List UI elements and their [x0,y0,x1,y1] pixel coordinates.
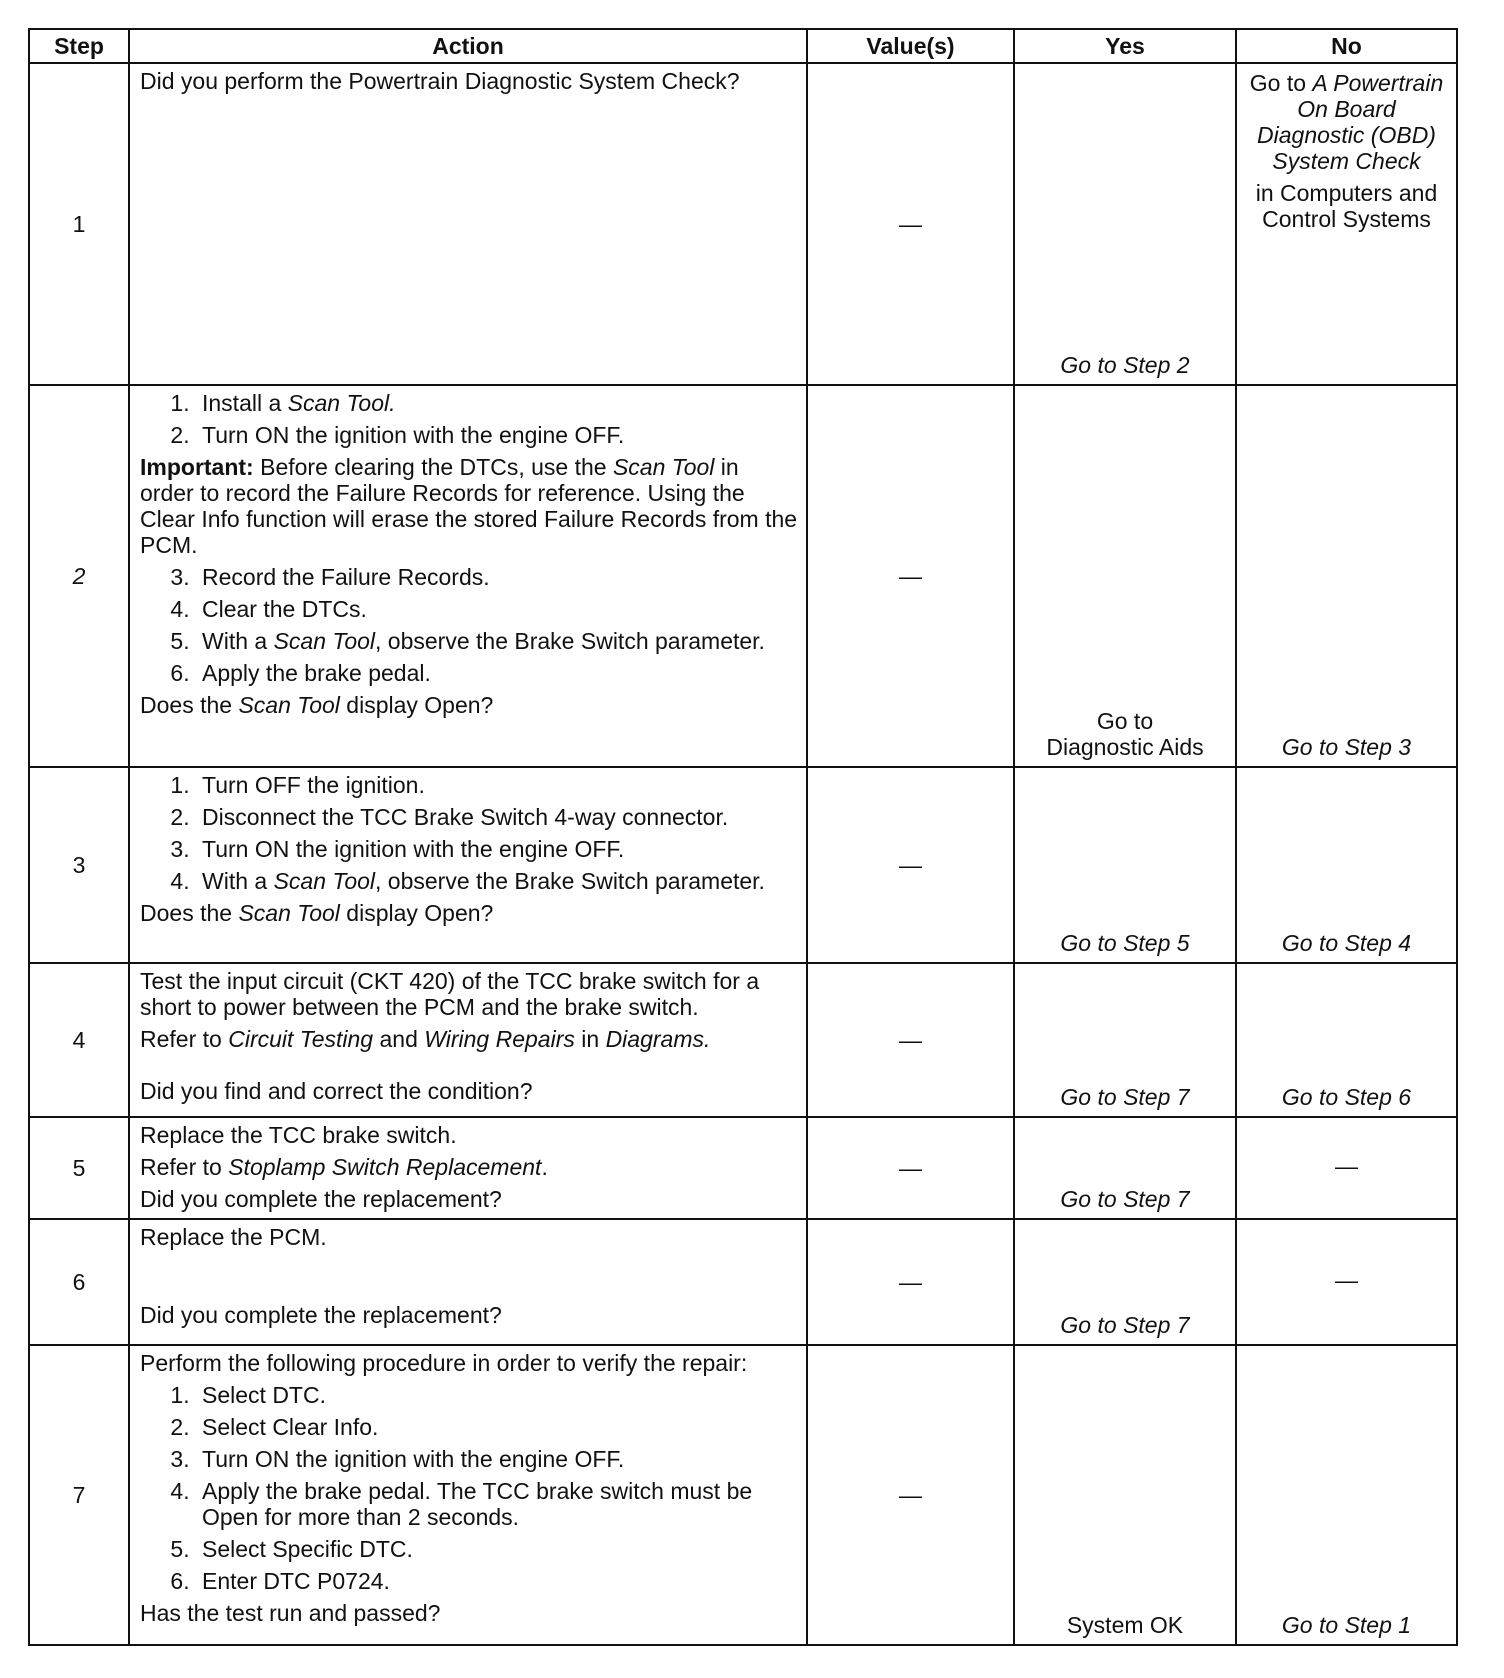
no-link[interactable]: Go to Step 3 [1281,734,1412,760]
yes-link[interactable]: Go to Step 5 [1060,930,1190,956]
list-item: 2. Turn ON the ignition with the engine OFF. [196,422,798,448]
no-cell: — [1236,1117,1457,1219]
yes-link[interactable]: Diagnostic Aids [1046,734,1204,760]
yes-cell [1014,63,1236,385]
list-item: 2. Disconnect the TCC Brake Switch 4-way connector. [196,804,798,830]
yes-link[interactable]: Go to Step 7 [1060,1186,1190,1212]
action-reference: Refer to Circuit Testing and Wiring Repairs in Diagrams. [140,1026,711,1052]
action-question: Has the test run and passed? [140,1600,441,1626]
list-item: 4. With a Scan Tool, observe the Brake Switch parameter. [196,868,798,894]
no-goto-text: Go to [1249,70,1307,96]
yes-goto-text: Go to [1096,708,1154,734]
yes-link[interactable]: Go to Step 7 [1060,1084,1190,1110]
action-reference: Refer to Stoplamp Switch Replacement. [140,1154,548,1180]
no-link[interactable]: Go to Step 1 [1281,1612,1412,1638]
action-question: Did you complete the replacement? [140,1302,502,1328]
yes-cell [1014,1219,1236,1345]
action-question: Did you perform the Powertrain Diagnostic System Check? [140,68,740,94]
action-cell [129,767,807,963]
no-cell [1236,767,1457,963]
value-cell: — [807,63,1014,385]
step-number: 4 [29,963,129,1117]
table-row [29,1117,1457,1219]
no-cell [1236,63,1457,385]
no-location-text: in Computers and Control Systems [1255,180,1438,232]
yes-cell [1014,385,1236,767]
header-yes: Yes [1014,29,1236,63]
no-cell [1236,963,1457,1117]
list-item: 6. Apply the brake pedal. [196,660,798,686]
action-question: Did you complete the replacement? [140,1186,502,1212]
yes-cell [1014,1345,1236,1645]
action-cell [129,1117,807,1219]
header-step: Step [29,29,129,63]
action-cell [129,1345,807,1645]
step-number: 5 [29,1117,129,1219]
list-item: 3. Record the Failure Records. [196,564,798,590]
yes-cell [1014,963,1236,1117]
action-cell [129,1219,807,1345]
list-item: 2. Select Clear Info. [196,1414,798,1440]
important-note: Important: Before clearing the DTCs, use the Scan Tool in order to record the Failure Records for reference. Using the Clear Info function will erase the stored Failure Records from the PCM. [140,454,798,558]
yes-result: System OK [1066,1612,1184,1638]
no-link[interactable]: Go to Step 6 [1281,1084,1412,1110]
yes-cell [1014,1117,1236,1219]
action-text: Test the input circuit (CKT 420) of the TCC brake switch for a short to power between the PCM and the brake switch. [140,968,760,1020]
action-text: Replace the PCM. [140,1224,327,1250]
diagnostic-table [28,28,1458,1646]
list-item: 5. Select Specific DTC. [196,1536,798,1562]
no-link[interactable]: A Powertrain On Board Diagnostic (OBD) System Check [1257,70,1444,174]
step-number: 3 [29,767,129,963]
yes-cell [1014,767,1236,963]
yes-link[interactable]: Go to Step 2 [1060,352,1190,378]
action-list [140,1382,798,1594]
step-number: 6 [29,1219,129,1345]
action-list [140,564,798,686]
list-item: 1. Install a Scan Tool. [196,390,798,416]
header-row [29,29,1457,63]
list-item: 4. Apply the brake pedal. The TCC brake switch must be Open for more than 2 seconds. [196,1478,798,1530]
step-number: 2 [29,385,129,767]
value-cell: — [807,385,1014,767]
action-list [140,772,798,894]
list-item: 1. Select DTC. [196,1382,798,1408]
action-question: Does the Scan Tool display Open? [140,692,494,718]
step-number: 1 [29,63,129,385]
table-row [29,63,1457,385]
action-cell [129,963,807,1117]
value-cell: — [807,1117,1014,1219]
list-item: 5. With a Scan Tool, observe the Brake Switch parameter. [196,628,798,654]
header-no: No [1236,29,1457,63]
no-cell: — [1236,1219,1457,1345]
value-cell: — [807,767,1014,963]
table-row [29,963,1457,1117]
value-cell: — [807,1219,1014,1345]
table-row [29,1345,1457,1645]
table-row [29,385,1457,767]
list-item: 1. Turn OFF the ignition. [196,772,798,798]
no-cell [1236,1345,1457,1645]
action-question: Does the Scan Tool display Open? [140,900,494,926]
list-item: 3. Turn ON the ignition with the engine OFF. [196,836,798,862]
no-cell [1236,385,1457,767]
header-values: Value(s) [807,29,1014,63]
action-list [140,390,798,448]
step-number: 7 [29,1345,129,1645]
action-text: Replace the TCC brake switch. [140,1122,457,1148]
list-item: 3. Turn ON the ignition with the engine OFF. [196,1446,798,1472]
action-cell [129,63,807,385]
list-item: 4. Clear the DTCs. [196,596,798,622]
header-action: Action [129,29,807,63]
action-question: Did you find and correct the condition? [140,1078,533,1104]
action-text: Perform the following procedure in order to verify the repair: [140,1350,748,1376]
no-link[interactable]: Go to Step 4 [1281,930,1412,956]
value-cell: — [807,1345,1014,1645]
yes-link[interactable]: Go to Step 7 [1060,1312,1190,1338]
value-cell: — [807,963,1014,1117]
list-item: 6. Enter DTC P0724. [196,1568,798,1594]
table-row [29,1219,1457,1345]
action-cell [129,385,807,767]
table-row [29,767,1457,963]
